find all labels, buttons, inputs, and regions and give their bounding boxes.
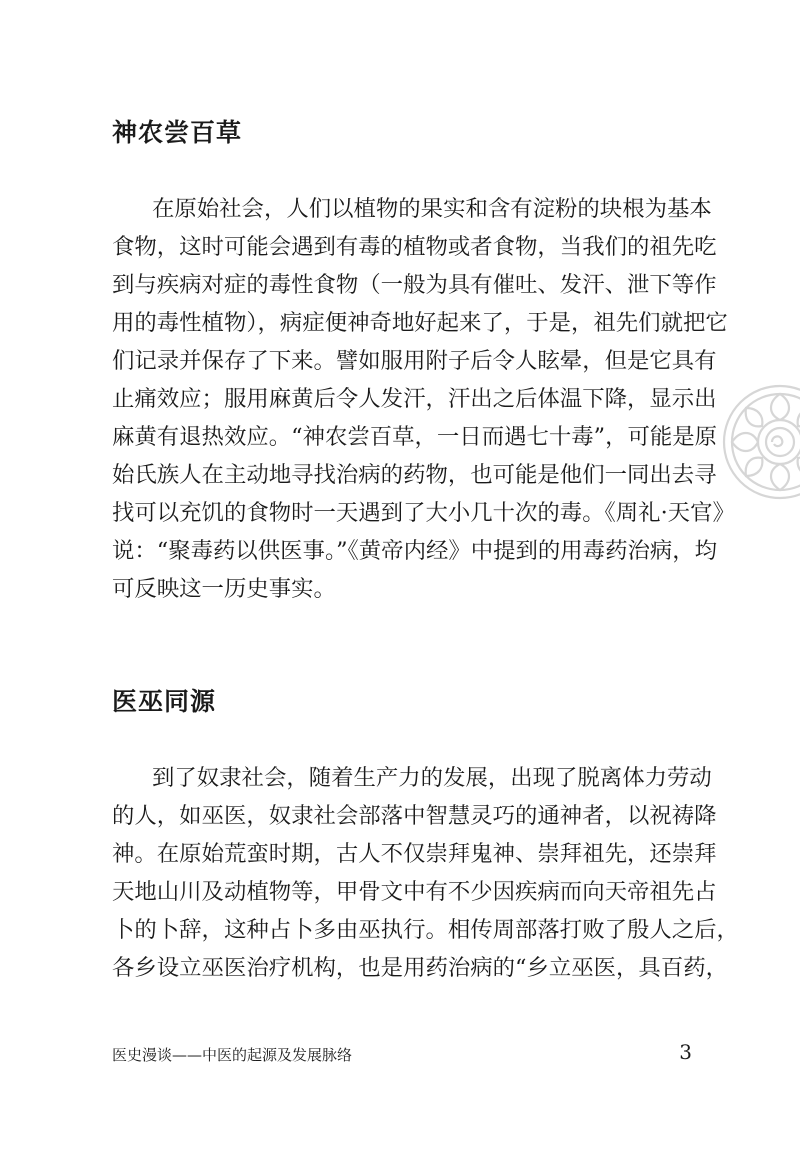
page-footer: [112, 1040, 692, 1068]
section-title-shennong: 神农尝百草: [112, 118, 243, 147]
body-line: 说：“聚毒药以供医事。”《黄帝内经》中提到的用毒药治病，均: [112, 538, 718, 564]
body-line: 的人，如巫医，奴隶社会部落中智慧灵巧的通神者，以祝祷降: [112, 803, 717, 829]
body-line: 在原始社会，人们以植物的果实和含有淀粉的块根为基本: [152, 196, 712, 222]
body-line: 卜的卜辞，这种占卜多由巫执行。相传周部落打败了殷人之后，: [112, 917, 739, 943]
section-body-yiwu: [112, 759, 739, 987]
body-line: 始氏族人在主动地寻找治病的药物，也可能是他们一同出去寻: [112, 462, 717, 488]
body-line: 止痛效应；服用麻黄后令人发汗，汗出之后体温下降，显示出: [112, 386, 717, 412]
body-line: 们记录并保存了下来。譬如服用附子后令人眩晕，但是它具有: [112, 348, 717, 374]
running-footer-title: 医史漫谈——中医的起源及发展脉络: [112, 1046, 353, 1064]
body-line: 食物，这时可能会遇到有毒的植物或者食物，当我们的祖先吃: [112, 234, 717, 260]
section-body-shennong: [112, 190, 735, 608]
section-title-yiwu: 医巫同源: [112, 687, 217, 716]
body-line: 各乡设立巫医治疗机构，也是用药治病的“乡立巫医，具百药，: [112, 955, 728, 981]
cloud-scroll-ornament-icon: [718, 380, 800, 504]
body-line: 用的毒性植物），病症便神奇地好起来了，于是，祖先们就把它: [112, 310, 728, 336]
body-line: 可反映这一历史事实。: [112, 576, 336, 602]
body-line: 到与疾病对症的毒性食物（一般为具有催吐、发汗、泄下等作: [112, 272, 717, 298]
body-line: 天地山川及动植物等，甲骨文中有不少因疾病而向天帝祖先占: [112, 879, 717, 905]
body-line: 麻黄有退热效应。“神农尝百草，一日而遇七十毒”，可能是原: [112, 424, 718, 450]
body-line: 神。在原始荒蛮时期，古人不仅崇拜鬼神、崇拜祖先，还崇拜: [112, 841, 717, 867]
page-number: 3: [679, 1040, 692, 1064]
body-line: 到了奴隶社会，随着生产力的发展，出现了脱离体力劳动: [152, 765, 712, 791]
body-line: 找可以充饥的食物时一天遇到了大小几十次的毒。《周礼·天官》: [112, 500, 735, 526]
